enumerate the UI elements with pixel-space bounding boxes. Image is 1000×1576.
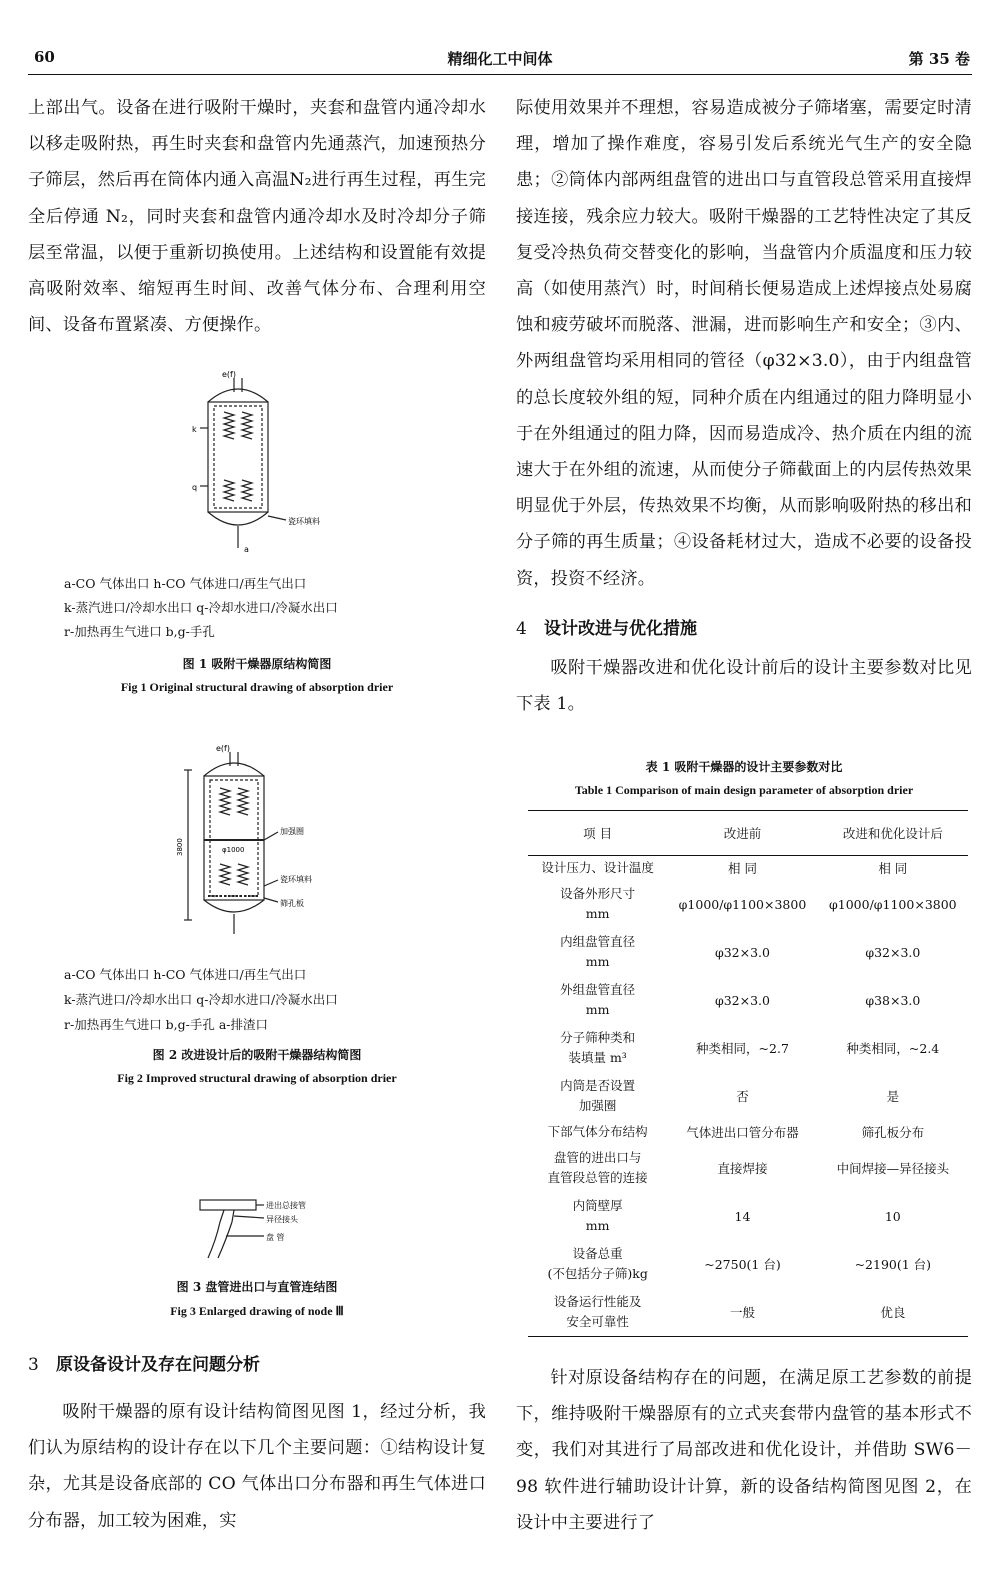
table-header-item: 项 目 [583, 826, 613, 841]
fig2-caption-en: Fig 2 Improved structural drawing of absorption drier [117, 1071, 397, 1085]
table-cell-before: 一般 [729, 1305, 755, 1320]
right-top-paragraph: 际使用效果并不理想，容易造成被分子筛堵塞，需要定时清理，增加了操作难度，容易引发后系统光气生产的安全隐患；②筒体内部两组盘管的进出口与直管段总管采用直接焊接连接，残余应力较大。吸附干燥器的工艺特性决定了其反复受冷热负荷交替变化的影响，当盘管内介质温度和压力较高（如使用蒸汽）时，时间稍长便易造成上述焊接点处易腐蚀和疲劳破坏而脱落、泄漏，进而影响生产和安全；③内、外两组盘管均采用相同的管径（φ32×3.0），由于内组盘管的总长度较外组的短，同种介质在内组通过的阻力降明显小于在外组通过的阻力降，因而易造成冷、热介质在内组的流速大于在外组的流速，从而使分子筛截面上的内层传热效果明显优于外层，传热效果不均衡，从而影响吸附热的移出和分子筛的再生质量；④设备耗材过大，造成不必要的设备投资，投资不经济。 [516, 98, 972, 589]
figure-2-drawing [176, 742, 386, 942]
table-row [528, 1024, 968, 1072]
table-cell-after: 筛孔板分布 [861, 1125, 925, 1140]
table-cell-item: 内组盘管直径 mm [560, 934, 636, 969]
fig2-dim-total: 3800 [176, 838, 184, 856]
table-cell-after: ~2190(1 台) [854, 1257, 932, 1272]
table-cell-after: φ1000/φ1100×3800 [829, 896, 957, 912]
table-cell-item: 盘管的进出口与 直管段总管的连接 [547, 1150, 648, 1185]
table-row [528, 856, 968, 881]
volume-label: 第 35 卷 [908, 50, 970, 68]
fig1-callout: 瓷环填料 [288, 517, 320, 526]
right-bottom-paragraph: 针对原设备结构存在的问题，在满足原工艺参数的前提下，维持吸附干燥器原有的立式夹套带内盘管的基本形式不变，我们对其进行了局部改进和优化设计，并借助 SW6－98 软件进行辅助设计计算，新的设备结构简图见图 2，在设计中主要进行了 [516, 1368, 972, 1533]
table-row [528, 1240, 968, 1288]
table-cell-item: 外组盘管直径 mm [560, 982, 636, 1017]
table-cell-after: 是 [886, 1089, 900, 1104]
section-3-paragraph: 吸附干燥器的原有设计结构简图见图 1，经过分析，我们认为原结构的设计存在以下几个主要问题：①结构设计复杂，尤其是设备底部的 CO 气体出口分布器和再生气体进口分布器，加工较为困难，实 [28, 1402, 486, 1531]
table-header-before: 改进前 [723, 826, 762, 841]
table-cell-after: φ32×3.0 [865, 944, 921, 960]
fig2-caption-cn: 图 2 改进设计后的吸附干燥器结构简图 [152, 1048, 362, 1062]
section-4-paragraph: 吸附干燥器改进和优化设计前后的设计主要参数对比见下表 1。 [516, 658, 972, 715]
table-header-after: 改进和优化设计后 [842, 826, 943, 841]
table-cell-item: 分子筛种类和 装填量 m³ [560, 1030, 636, 1065]
table-cell-before: 直接焊接 [717, 1161, 768, 1176]
fig2-callout-1: 瓷环填料 [280, 875, 312, 884]
table-cell-before: 14 [734, 1208, 751, 1224]
fig2-legend-1: a-CO 气体出口 h-CO 气体进口/再生气出口 [64, 967, 307, 982]
fig1-label-q: q [192, 483, 198, 492]
fig1-label-k: k [192, 425, 197, 434]
table-cell-after: 种类相同，~2.4 [846, 1041, 940, 1056]
fig1-label-top: e(f) [222, 370, 236, 379]
figure-1-drawing [190, 368, 370, 556]
fig3-label-1: 进出总接管 [266, 1201, 306, 1210]
table-cell-item: 内筒壁厚 mm [572, 1198, 623, 1233]
table-cell-item: 下部气体分布结构 [547, 1124, 648, 1139]
table-cell-before: φ32×3.0 [714, 944, 770, 960]
section-4-heading [516, 614, 972, 639]
section-3-title: 原设备设计及存在问题分析 [56, 1355, 260, 1375]
table-cell-after: 中间焊接—异径接头 [836, 1161, 950, 1176]
table-cell-item: 设备外形尺寸 mm [560, 886, 636, 921]
table-cell-before: 种类相同，~2.7 [696, 1041, 789, 1056]
table-cell-after: 10 [884, 1208, 901, 1224]
table-row [528, 928, 968, 976]
table1-caption-en: Table 1 Comparison of main design parameter of absorption drier [574, 783, 914, 797]
fig1-legend-2: k-蒸汽进口/冷却水出口 q-冷却水进口/冷凝水出口 [64, 600, 338, 615]
fig2-label-stiffener: 加强圈 [280, 827, 304, 836]
table1 [528, 810, 968, 1337]
header-rule [28, 74, 972, 75]
fig3-label-3: 盘 管 [266, 1233, 285, 1242]
section-4-title: 设计改进与优化措施 [544, 619, 697, 639]
table-cell-after: 相 同 [878, 861, 908, 876]
fig2-callout-2: 筛孔板 [280, 899, 304, 908]
table-row [528, 880, 968, 928]
table-row [528, 1120, 968, 1144]
fig2-label-top: e(f) [216, 744, 230, 753]
section-4-number: 4 [516, 619, 527, 639]
table-cell-before: 否 [736, 1089, 749, 1104]
left-top-paragraph: 上部出气。设备在进行吸附干燥时，夹套和盘管内通冷却水以移走吸附热，再生时夹套和盘管内先通蒸汽，加速预热分子筛层，然后再在筒体内通入高温N₂进行再生过程，再生完全后停通 N₂，同时夹套和盘管内通冷却水及时冷却分子筛层至常温，以便于重新切换使用。上述结构和设置能有效提高吸附效率、缩短再生时间、改善气体分布、合理利用空间、设备布置紧凑、方便操作。 [28, 98, 486, 336]
fig2-legend-3: r-加热再生气进口 b,g-手孔 a-排渣口 [64, 1017, 269, 1032]
table-cell-after: φ38×3.0 [865, 992, 921, 1008]
table-row [528, 1192, 968, 1240]
fig2-label-d1: φ1000 [222, 846, 245, 854]
table-header-row [528, 811, 968, 856]
fig1-caption-cn: 图 1 吸附干燥器原结构简图 [182, 657, 332, 671]
table-row [528, 1288, 968, 1337]
table-cell-before: ~2750(1 台) [704, 1257, 781, 1272]
table-cell-before: 气体进出口管分布器 [686, 1125, 799, 1140]
table-cell-item: 内筒是否设置 加强圈 [560, 1078, 636, 1113]
table-cell-item: 设计压力、设计温度 [541, 860, 654, 875]
fig3-caption-cn: 图 3 盘管进出口与直管连结图 [176, 1280, 338, 1294]
table1-container [528, 810, 968, 1337]
table-cell-item: 设备运行性能及 安全可靠性 [553, 1294, 642, 1329]
table-row [528, 1072, 968, 1120]
fig1-label-a: a [244, 545, 249, 554]
fig2-legend-2: k-蒸汽进口/冷却水出口 q-冷却水进口/冷凝水出口 [64, 992, 338, 1007]
table-row [528, 1144, 968, 1192]
section-3-heading [28, 1350, 486, 1375]
section-3-number: 3 [28, 1355, 39, 1375]
table-cell-before: 相 同 [727, 861, 757, 876]
table-cell-before: φ32×3.0 [714, 992, 770, 1008]
journal-title: 精细化工中间体 [447, 50, 553, 68]
fig3-caption-en: Fig 3 Enlarged drawing of node Ⅲ [170, 1304, 344, 1318]
table-row [528, 976, 968, 1024]
fig3-label-2: 异径接头 [266, 1215, 298, 1224]
fig1-caption-en: Fig 1 Original structural drawing of absorption drier [120, 680, 394, 694]
page-number: 60 [34, 48, 55, 66]
figure-3-drawing [190, 1192, 330, 1264]
fig1-legend-3: r-加热再生气进口 b,g-手孔 [64, 624, 215, 639]
fig1-legend-1: a-CO 气体出口 h-CO 气体进口/再生气出口 [64, 576, 307, 591]
table1-caption-cn: 表 1 吸附干燥器的设计主要参数对比 [645, 760, 843, 774]
table-cell-after: 优良 [880, 1305, 906, 1320]
table-cell-before: φ1000/φ1100×3800 [678, 896, 807, 912]
table-cell-item: 设备总重 (不包括分子筛)kg [547, 1246, 648, 1281]
